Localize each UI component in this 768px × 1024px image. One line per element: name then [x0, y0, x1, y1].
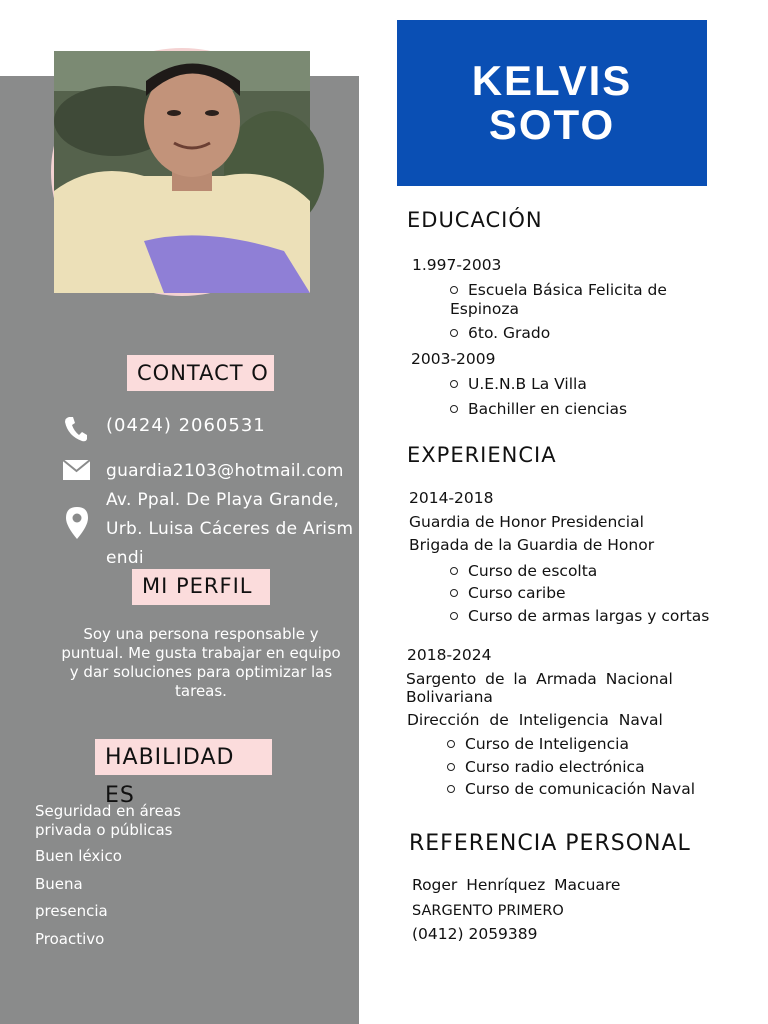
education-heading: EDUCACIÓN [407, 208, 543, 232]
reference-phone: (0412) 2059389 [412, 925, 538, 943]
reference-heading: REFERENCIA PERSONAL [409, 831, 691, 856]
contact-heading: CONTACT O [127, 355, 274, 391]
phone-icon [64, 416, 88, 442]
bullet-icon [450, 329, 458, 337]
bullet-icon [447, 785, 455, 793]
profile-heading: MI PERFIL [132, 569, 270, 605]
contact-phone: (0424) 2060531 [106, 415, 266, 436]
education-item: U.E.N.B La Villa [450, 375, 587, 393]
bullet-icon [447, 740, 455, 748]
experience-item: Curso de escolta [450, 562, 597, 580]
bullet-icon [447, 763, 455, 771]
skill-item: presencia [35, 902, 108, 920]
bullet-icon [450, 286, 458, 294]
skill-item: Proactivo [35, 930, 105, 948]
education-item: Escuela Básica Felicita de Espinoza [450, 281, 667, 318]
bullet-icon [450, 380, 458, 388]
experience-item: Curso de Inteligencia [447, 735, 629, 753]
education-item: Bachiller en ciencias [450, 400, 627, 418]
experience-unit: Dirección de Inteligencia Naval [407, 711, 663, 729]
experience-unit: Brigada de la Guardia de Honor [409, 536, 655, 554]
contact-email-address: guardia2103@hotmail.com Av. Ppal. De Playa Grande, Urb. Luisa Cáceres de Arismendi [106, 461, 354, 568]
skill-item: Seguridad en áreas privada o públicas [35, 802, 181, 839]
bullet-icon [450, 567, 458, 575]
first-name: KELVIS [471, 57, 633, 104]
email-icon [63, 460, 90, 480]
experience-item: Curso radio electrónica [447, 758, 645, 776]
experience-period: 2014-2018 [409, 489, 494, 507]
profile-photo [51, 48, 313, 296]
experience-role: Sargento de la Armada Nacional Bolivariana [406, 670, 673, 706]
bullet-icon [450, 589, 458, 597]
location-pin-icon [66, 507, 88, 539]
experience-role: Guardia de Honor Presidencial [409, 513, 644, 531]
skill-item: Buen léxico [35, 847, 122, 865]
reference-rank: SARGENTO PRIMERO [412, 903, 564, 919]
experience-item: Curso de armas largas y cortas [450, 607, 709, 625]
experience-item: Curso de comunicación Naval [447, 780, 695, 798]
profile-text: Soy una persona responsable y puntual. Me gusta trabajar en equipo y dar soluciones para optimizar las tareas. [61, 625, 341, 700]
education-item: 6to. Grado [450, 324, 550, 342]
experience-item: Curso caribe [450, 584, 566, 602]
bullet-icon [450, 612, 458, 620]
last-name: SOTO [488, 101, 616, 148]
experience-heading: EXPERIENCIA [407, 443, 557, 467]
bullet-icon [450, 405, 458, 413]
experience-period: 2018-2024 [407, 646, 492, 664]
skill-item: Buena [35, 875, 83, 893]
name-banner [397, 20, 707, 186]
education-period: 2003-2009 [411, 350, 496, 368]
skills-heading: HABILIDAD ES [95, 739, 272, 775]
education-period: 1.997-2003 [412, 256, 502, 274]
reference-name: Roger Henríquez Macuare [412, 876, 621, 894]
